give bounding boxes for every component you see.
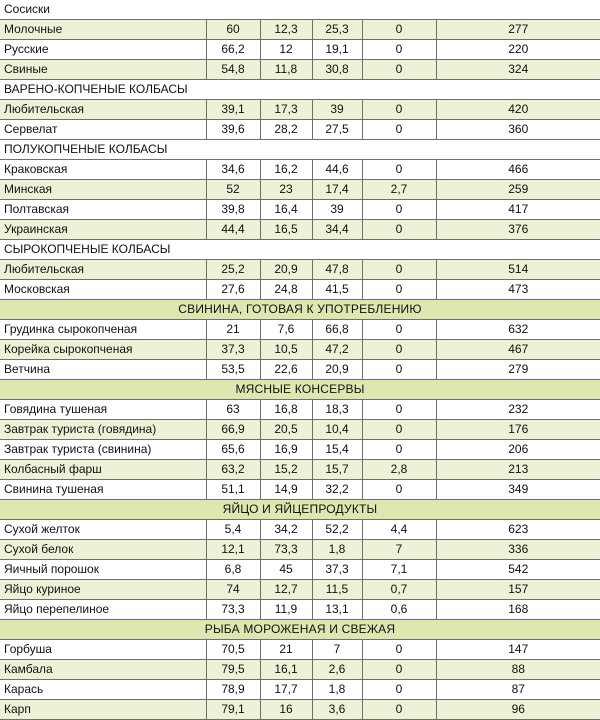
table-row — [0, 320, 600, 340]
section-header-row — [0, 500, 600, 520]
carbs-value: 0 — [362, 480, 436, 500]
calories-value: 87 — [436, 680, 600, 700]
carbs-value: 0 — [362, 60, 436, 80]
calories-value: 473 — [436, 280, 600, 300]
protein-value: 16,8 — [260, 400, 312, 420]
protein-value: 20,5 — [260, 420, 312, 440]
product-name: Полтавская — [0, 200, 206, 220]
fat-value: 47,8 — [312, 260, 362, 280]
carbs-value: 0 — [362, 640, 436, 660]
protein-value: 16,1 — [260, 660, 312, 680]
calories-value: 623 — [436, 520, 600, 540]
fat-value: 3,6 — [312, 700, 362, 720]
table-row — [0, 220, 600, 240]
carbs-value: 0 — [362, 260, 436, 280]
fat-value: 1,8 — [312, 540, 362, 560]
water-value: 39,1 — [206, 100, 260, 120]
carbs-value: 0 — [362, 100, 436, 120]
fat-value: 10,4 — [312, 420, 362, 440]
group-header-row — [0, 140, 600, 160]
carbs-value: 0 — [362, 280, 436, 300]
fat-value: 47,2 — [312, 340, 362, 360]
water-value: 66,2 — [206, 40, 260, 60]
protein-value: 22,6 — [260, 360, 312, 380]
carbs-value: 0 — [362, 680, 436, 700]
calories-value: 542 — [436, 560, 600, 580]
table-row — [0, 560, 600, 580]
fat-value: 19,1 — [312, 40, 362, 60]
water-value: 53,5 — [206, 360, 260, 380]
product-name: Сервелат — [0, 120, 206, 140]
protein-value: 15,2 — [260, 460, 312, 480]
water-value: 25,2 — [206, 260, 260, 280]
protein-value: 16 — [260, 700, 312, 720]
protein-value: 23 — [260, 180, 312, 200]
table-row — [0, 200, 600, 220]
product-name: Молочные — [0, 20, 206, 40]
product-name: Яичный порошок — [0, 560, 206, 580]
protein-value: 12,3 — [260, 20, 312, 40]
product-name: Сухой желток — [0, 520, 206, 540]
calories-value: 147 — [436, 640, 600, 660]
calories-value: 376 — [436, 220, 600, 240]
product-name: Русские — [0, 40, 206, 60]
table-row — [0, 420, 600, 440]
table-row — [0, 20, 600, 40]
carbs-value: 0 — [362, 220, 436, 240]
fat-value: 7 — [312, 640, 362, 660]
product-name: Карп — [0, 700, 206, 720]
carbs-value: 0 — [362, 40, 436, 60]
group-header-row — [0, 240, 600, 260]
water-value: 52 — [206, 180, 260, 200]
fat-value: 1,8 — [312, 680, 362, 700]
section-header-row — [0, 300, 600, 320]
fat-value: 39 — [312, 100, 362, 120]
product-name: Колбасный фарш — [0, 460, 206, 480]
carbs-value: 0 — [362, 400, 436, 420]
calories-value: 417 — [436, 200, 600, 220]
calories-value: 324 — [436, 60, 600, 80]
calories-value: 220 — [436, 40, 600, 60]
product-name: Свиные — [0, 60, 206, 80]
section-title: ЯЙЦО И ЯЙЦЕПРОДУКТЫ — [0, 500, 600, 520]
fat-value: 44,6 — [312, 160, 362, 180]
water-value: 34,6 — [206, 160, 260, 180]
protein-value: 14,9 — [260, 480, 312, 500]
water-value: 37,3 — [206, 340, 260, 360]
water-value: 73,3 — [206, 600, 260, 620]
calories-value: 168 — [436, 600, 600, 620]
protein-value: 11,8 — [260, 60, 312, 80]
calories-value: 336 — [436, 540, 600, 560]
table-row — [0, 160, 600, 180]
fat-value: 13,1 — [312, 600, 362, 620]
calories-value: 277 — [436, 20, 600, 40]
protein-value: 12,7 — [260, 580, 312, 600]
section-header-row — [0, 620, 600, 640]
table-row — [0, 40, 600, 60]
water-value: 51,1 — [206, 480, 260, 500]
table-row — [0, 60, 600, 80]
product-name: Свинина тушеная — [0, 480, 206, 500]
carbs-value: 7 — [362, 540, 436, 560]
protein-value: 16,2 — [260, 160, 312, 180]
fat-value: 17,4 — [312, 180, 362, 200]
carbs-value: 2,7 — [362, 180, 436, 200]
table-row — [0, 640, 600, 660]
product-name: Корейка сырокопченая — [0, 340, 206, 360]
water-value: 74 — [206, 580, 260, 600]
protein-value: 20,9 — [260, 260, 312, 280]
product-name: Завтрак туриста (говядина) — [0, 420, 206, 440]
product-name: Любительская — [0, 260, 206, 280]
calories-value: 632 — [436, 320, 600, 340]
group-header-row — [0, 80, 600, 100]
product-name: Завтрак туриста (свинина) — [0, 440, 206, 460]
water-value: 39,8 — [206, 200, 260, 220]
water-value: 65,6 — [206, 440, 260, 460]
calories-value: 176 — [436, 420, 600, 440]
product-name: Горбуша — [0, 640, 206, 660]
calories-value: 420 — [436, 100, 600, 120]
protein-value: 28,2 — [260, 120, 312, 140]
group-title: ПОЛУКОПЧЕНЫЕ КОЛБАСЫ — [0, 140, 600, 160]
table-row — [0, 120, 600, 140]
fat-value: 30,8 — [312, 60, 362, 80]
fat-value: 34,4 — [312, 220, 362, 240]
table-row — [0, 580, 600, 600]
table-row — [0, 520, 600, 540]
carbs-value: 7,1 — [362, 560, 436, 580]
table-row — [0, 480, 600, 500]
water-value: 63 — [206, 400, 260, 420]
section-title: МЯСНЫЕ КОНСЕРВЫ — [0, 380, 600, 400]
protein-value: 24,8 — [260, 280, 312, 300]
calories-value: 259 — [436, 180, 600, 200]
carbs-value: 0,6 — [362, 600, 436, 620]
product-name: Ветчина — [0, 360, 206, 380]
water-value: 6,8 — [206, 560, 260, 580]
carbs-value: 0 — [362, 700, 436, 720]
carbs-value: 0 — [362, 440, 436, 460]
section-title: РЫБА МОРОЖЕНАЯ И СВЕЖАЯ — [0, 620, 600, 640]
water-value: 54,8 — [206, 60, 260, 80]
product-name: Грудинка сырокопченая — [0, 320, 206, 340]
carbs-value: 0 — [362, 160, 436, 180]
product-name: Любительская — [0, 100, 206, 120]
carbs-value: 4,4 — [362, 520, 436, 540]
water-value: 12,1 — [206, 540, 260, 560]
section-title: СВИНИНА, ГОТОВАЯ К УПОТРЕБЛЕНИЮ — [0, 300, 600, 320]
water-value: 39,6 — [206, 120, 260, 140]
calories-value: 157 — [436, 580, 600, 600]
water-value: 44,4 — [206, 220, 260, 240]
calories-value: 213 — [436, 460, 600, 480]
carbs-value: 0 — [362, 120, 436, 140]
carbs-value: 0 — [362, 320, 436, 340]
product-name: Краковская — [0, 160, 206, 180]
water-value: 60 — [206, 20, 260, 40]
carbs-value: 0 — [362, 420, 436, 440]
fat-value: 2,6 — [312, 660, 362, 680]
fat-value: 37,3 — [312, 560, 362, 580]
table-row — [0, 260, 600, 280]
table-row — [0, 460, 600, 480]
fat-value: 27,5 — [312, 120, 362, 140]
product-name: Украинская — [0, 220, 206, 240]
table-row — [0, 440, 600, 460]
product-name: Говядина тушеная — [0, 400, 206, 420]
protein-value: 17,7 — [260, 680, 312, 700]
fat-value: 15,7 — [312, 460, 362, 480]
table-row — [0, 360, 600, 380]
group-title: СЫРОКОПЧЕНЫЕ КОЛБАСЫ — [0, 240, 600, 260]
fat-value: 41,5 — [312, 280, 362, 300]
carbs-value: 0 — [362, 660, 436, 680]
product-name: Минская — [0, 180, 206, 200]
water-value: 78,9 — [206, 680, 260, 700]
fat-value: 32,2 — [312, 480, 362, 500]
product-name: Московская — [0, 280, 206, 300]
table-row — [0, 700, 600, 720]
water-value: 21 — [206, 320, 260, 340]
product-name: Карась — [0, 680, 206, 700]
calories-value: 514 — [436, 260, 600, 280]
product-name: Яйцо перепелиное — [0, 600, 206, 620]
fat-value: 11,5 — [312, 580, 362, 600]
water-value: 79,1 — [206, 700, 260, 720]
group-title: Сосиски — [0, 0, 600, 20]
carbs-value: 0 — [362, 200, 436, 220]
carbs-value: 0 — [362, 340, 436, 360]
carbs-value: 2,8 — [362, 460, 436, 480]
table-row — [0, 400, 600, 420]
carbs-value: 0 — [362, 360, 436, 380]
table-row — [0, 660, 600, 680]
water-value: 66,9 — [206, 420, 260, 440]
protein-value: 16,9 — [260, 440, 312, 460]
protein-value: 10,5 — [260, 340, 312, 360]
fat-value: 66,8 — [312, 320, 362, 340]
calories-value: 360 — [436, 120, 600, 140]
protein-value: 12 — [260, 40, 312, 60]
carbs-value: 0 — [362, 20, 436, 40]
table-row — [0, 340, 600, 360]
carbs-value: 0,7 — [362, 580, 436, 600]
protein-value: 73,3 — [260, 540, 312, 560]
table-row — [0, 680, 600, 700]
table-row — [0, 180, 600, 200]
protein-value: 17,3 — [260, 100, 312, 120]
fat-value: 39 — [312, 200, 362, 220]
fat-value: 18,3 — [312, 400, 362, 420]
table-row — [0, 540, 600, 560]
water-value: 5,4 — [206, 520, 260, 540]
calories-value: 467 — [436, 340, 600, 360]
table-row — [0, 600, 600, 620]
table-row — [0, 100, 600, 120]
product-name: Яйцо куриное — [0, 580, 206, 600]
calories-value: 206 — [436, 440, 600, 460]
calories-value: 466 — [436, 160, 600, 180]
water-value: 70,5 — [206, 640, 260, 660]
fat-value: 52,2 — [312, 520, 362, 540]
product-name: Сухой белок — [0, 540, 206, 560]
water-value: 63,2 — [206, 460, 260, 480]
fat-value: 15,4 — [312, 440, 362, 460]
protein-value: 34,2 — [260, 520, 312, 540]
group-header-row — [0, 0, 600, 20]
table-row — [0, 280, 600, 300]
group-title: ВАРЕНО-КОПЧЕНЫЕ КОЛБАСЫ — [0, 80, 600, 100]
calories-value: 232 — [436, 400, 600, 420]
product-name: Камбала — [0, 660, 206, 680]
protein-value: 16,5 — [260, 220, 312, 240]
protein-value: 7,6 — [260, 320, 312, 340]
calories-value: 349 — [436, 480, 600, 500]
water-value: 27,6 — [206, 280, 260, 300]
calories-value: 88 — [436, 660, 600, 680]
section-header-row — [0, 380, 600, 400]
fat-value: 25,3 — [312, 20, 362, 40]
protein-value: 11,9 — [260, 600, 312, 620]
protein-value: 16,4 — [260, 200, 312, 220]
water-value: 79,5 — [206, 660, 260, 680]
protein-value: 21 — [260, 640, 312, 660]
calories-value: 279 — [436, 360, 600, 380]
fat-value: 20,9 — [312, 360, 362, 380]
calories-value: 96 — [436, 700, 600, 720]
protein-value: 45 — [260, 560, 312, 580]
